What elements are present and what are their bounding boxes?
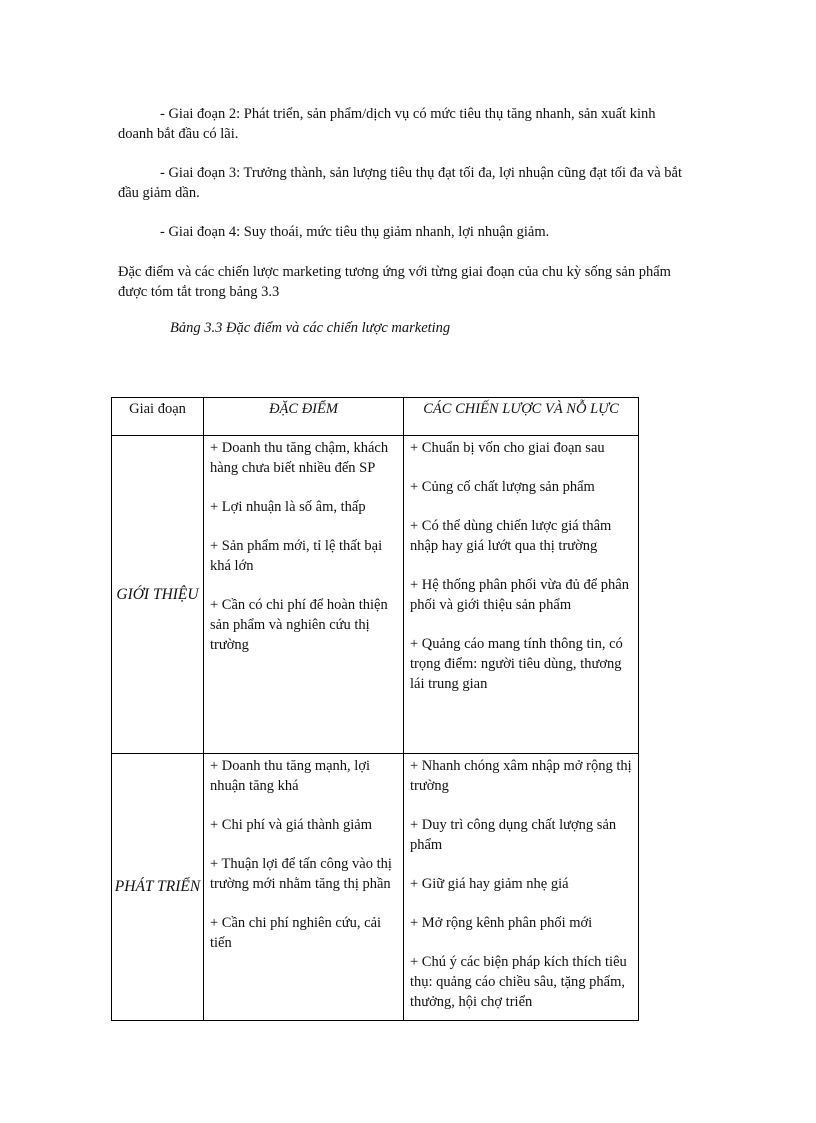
list-item: + Củng cố chất lượng sản phẩm: [410, 479, 595, 495]
list-item: + Chi phí và giá thành giảm: [210, 817, 373, 833]
paragraph-stage-3: - Giai đoạn 3: Trưởng thành, sản lượng tiêu thụ đạt tối đa, lợi nhuận cũng đạt tối đa và bắt đầu giảm dần.: [118, 165, 682, 201]
header-strategies: CÁC CHIẾN LƯỢC VÀ NỖ LỰC: [404, 398, 639, 436]
list-item: + Có thể dùng chiến lược giá thâm nhập hay giá lướt qua thị trường: [410, 518, 612, 554]
list-item: + Sản phẩm mới, tỉ lệ thất bại khá lớn: [210, 538, 383, 574]
stage-label: PHÁT TRIỂN: [114, 878, 201, 895]
paragraph-stage-4: - Giai đoạn 4: Suy thoái, mức tiêu thụ giảm nhanh, lợi nhuận giảm.: [160, 224, 550, 240]
list-item: + Hệ thống phân phối vừa đủ để phân phối và giới thiệu sản phẩm: [410, 577, 629, 613]
list-item: + Nhanh chóng xâm nhập mở rộng thị trường: [410, 758, 632, 794]
list-item: + Duy trì công dụng chất lượng sản phẩm: [410, 817, 617, 853]
paragraph-stage-2: - Giai đoạn 2: Phát triển, sản phẩm/dịch vụ có mức tiêu thụ tăng nhanh, sản xuất kinh doanh bắt đầu có lãi.: [118, 106, 656, 142]
list-item: + Chuẩn bị vốn cho giai đoạn sau: [410, 440, 605, 456]
strategies-cell: [404, 754, 639, 1021]
list-item: + Giữ giá hay giảm nhẹ giá: [410, 876, 569, 892]
list-item: + Doanh thu tăng chậm, khách hàng chưa biết nhiều đến SP: [210, 440, 389, 476]
list-item: + Cần chi phí nghiên cứu, cải tiến: [210, 915, 382, 951]
list-item: + Thuận lợi để tấn công vào thị trường mới nhằm tăng thị phần: [210, 856, 392, 892]
paragraph-summary: Đặc điểm và các chiến lược marketing tương ứng với từng giai đoạn của chu kỳ sống sản phẩm được tóm tắt trong bảng 3.3: [118, 264, 671, 300]
list-item: + Doanh thu tăng mạnh, lợi nhuận tăng khá: [210, 758, 371, 794]
list-item: + Lợi nhuận là số âm, thấp: [210, 499, 366, 515]
header-stage: Giai đoạn: [112, 398, 204, 436]
marketing-strategy-table: [111, 397, 639, 1021]
table-caption: Bảng 3.3 Đặc điểm và các chiến lược marketing: [170, 320, 451, 336]
table-header-row: [112, 398, 639, 436]
table-row-introduction: [112, 436, 639, 754]
features-cell: [204, 436, 404, 754]
table-row-growth: [112, 754, 639, 1021]
list-item: + Cần có chi phí để hoàn thiện sản phẩm và nghiên cứu thị trường: [210, 597, 388, 653]
list-item: + Quảng cáo mang tính thông tin, có trọng điểm: người tiêu dùng, thương lái trung gian: [410, 636, 623, 692]
list-item: + Chú ý các biện pháp kích thích tiêu thụ: quảng cáo chiều sâu, tặng phẩm, thưởng, hội chợ triển: [410, 954, 627, 1010]
stage-label: GIỚI THIỆU: [116, 585, 199, 603]
strategies-cell: [404, 436, 639, 754]
header-features: ĐẶC ĐIỂM: [204, 398, 404, 436]
stage-cell: [112, 754, 204, 1021]
features-cell: [204, 754, 404, 1021]
stage-cell: [112, 436, 204, 754]
list-item: + Mở rộng kênh phân phối mới: [410, 915, 593, 931]
